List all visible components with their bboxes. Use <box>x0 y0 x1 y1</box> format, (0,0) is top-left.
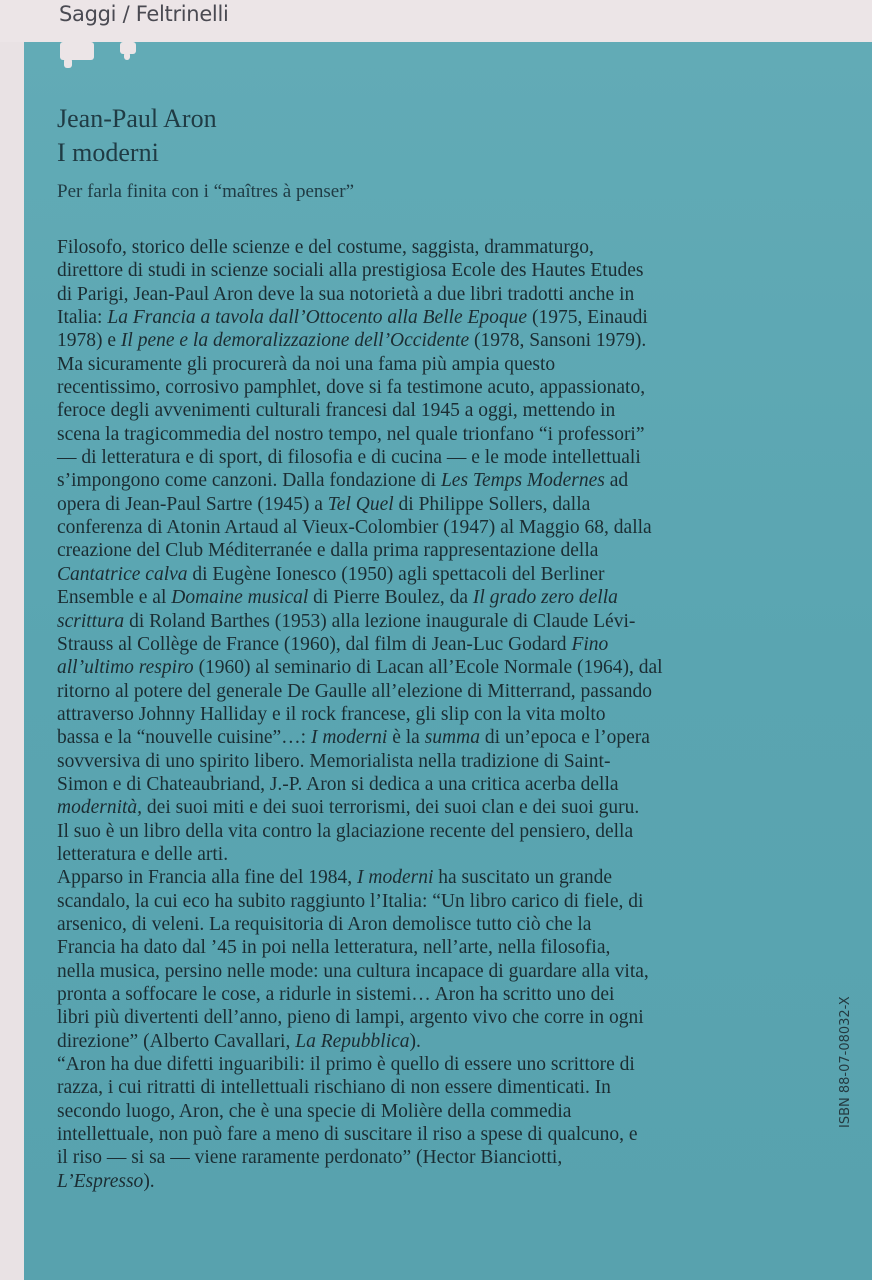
blurb-line <box>57 423 817 446</box>
blurb-text: pronta a soffocare le cose, a ridurle in sistemi… Aron ha scritto uno dei <box>57 984 615 1005</box>
blurb-line <box>57 866 817 889</box>
blurb-line <box>57 493 817 516</box>
blurb-text: (1960) al seminario di Lacan all’Ecole Normale (1964), dal <box>193 657 663 679</box>
blurb-line <box>57 1170 817 1193</box>
series-label: Saggi / Feltrinelli <box>59 2 229 26</box>
blurb-line <box>57 936 817 959</box>
italic-title: Fino <box>571 633 609 655</box>
blurb-text: Ma sicuramente gli procurerà da noi una fama più ampia questo <box>57 353 556 375</box>
blurb-line <box>57 890 817 913</box>
italic-title: Les Temps Modernes <box>440 470 605 492</box>
blurb-text: ad <box>604 470 629 492</box>
paper-chip <box>64 58 72 68</box>
blurb-text: bassa e la “nouvelle cuisine”…: <box>57 727 311 749</box>
italic-title: La Francia a tavola dall’Ottocento alla Belle Epoque <box>107 307 528 329</box>
blurb-text: — di letteratura e di sport, di filosofia e di cucina — e le mode intellettuali <box>57 447 641 469</box>
blurb-text: libri più divertenti dell’anno, pieno di lampi, argento vivo che corre in ogni <box>57 1007 644 1029</box>
blurb-line <box>57 633 817 656</box>
blurb-text: nella musica, persino nelle mode: una cultura incapace di guardare alla vita, <box>57 960 649 982</box>
blurb-text: letteratura e delle arti. <box>57 843 229 865</box>
author-name: Jean-Paul Aron <box>57 104 217 133</box>
blurb-line <box>57 820 817 843</box>
top-paper-strip <box>0 0 872 42</box>
blurb-line <box>57 259 817 282</box>
blurb-text: attraverso Johnny Halliday e il rock francese, gli slip con la vita molto <box>57 703 606 725</box>
italic-title: scrittura <box>57 610 125 632</box>
blurb-line <box>57 563 817 586</box>
blurb-line <box>57 516 817 539</box>
blurb-text: è la <box>387 727 425 749</box>
blurb-text: Apparso in Francia alla fine del 1984, <box>57 867 357 889</box>
blurb-line <box>57 610 817 633</box>
left-paper-strip <box>0 42 24 1280</box>
blurb-line <box>57 750 817 773</box>
blurb-line <box>57 1100 817 1123</box>
blurb-line <box>57 1076 817 1099</box>
italic-title: Il pene e la demoralizzazione dell’Occidente <box>120 330 470 352</box>
blurb-line <box>57 236 817 259</box>
blurb-line <box>57 703 817 726</box>
blurb-line <box>57 913 817 936</box>
italic-title: all’ultimo respiro <box>57 657 194 679</box>
book-subtitle: Per farla finita con i “maîtres à penser” <box>57 181 354 202</box>
blurb-line <box>57 656 817 679</box>
blurb-text: di un’epoca e l’opera <box>479 727 650 749</box>
blurb-text: scena la tragicommedia del nostro tempo, nel quale trionfano “i professori” <box>57 423 645 445</box>
blurb-text: s’impongono come canzoni. Dalla fondazione di <box>57 470 441 492</box>
blurb-line <box>57 586 817 609</box>
blurb-text: di Pierre Boulez, da <box>308 587 473 609</box>
blurb-text: creazione del Club Méditerranée e dalla prima rappresentazione della <box>57 540 599 562</box>
back-cover-blurb <box>57 236 817 1193</box>
blurb-line <box>57 843 817 866</box>
blurb-line <box>57 446 817 469</box>
blurb-line <box>57 726 817 749</box>
blurb-text: 1978) e <box>57 330 121 352</box>
blurb-text: Francia ha dato dal ’45 in poi nella letteratura, nell’arte, nella filosofia, <box>57 937 611 959</box>
blurb-text: il riso — si sa — viene raramente perdonato” (Hector Bianciotti, <box>57 1147 563 1169</box>
blurb-text: (1978, Sansoni 1979). <box>469 330 647 352</box>
blurb-line <box>57 796 817 819</box>
blurb-line <box>57 983 817 1006</box>
blurb-text: secondo luogo, Aron, che è una specie di Molière della commedia <box>57 1100 572 1122</box>
blurb-line <box>57 1146 817 1169</box>
blurb-text: conferenza di Atonin Artaud al Vieux-Colombier (1947) al Maggio 68, dalla <box>57 517 652 539</box>
blurb-line <box>57 283 817 306</box>
blurb-text: “Aron ha due difetti inguaribili: il primo è quello di essere uno scrittore di <box>57 1054 635 1076</box>
blurb-text: (1975, Einaudi <box>527 307 648 329</box>
blurb-text: sovversiva di uno spirito libero. Memorialista nella tradizione di Saint- <box>57 750 611 772</box>
blurb-text: arsenico, di veleni. La requisitoria di Aron demolisce tutto ciò che la <box>57 913 592 935</box>
italic-title: summa <box>424 727 480 749</box>
blurb-text: recentissimo, corrosivo pamphlet, dove si fa testimone acuto, appassionato, <box>57 377 646 399</box>
blurb-text: di Roland Barthes (1953) alla lezione inaugurale di Claude Lévi- <box>124 610 636 632</box>
blurb-line <box>57 376 817 399</box>
blurb-line <box>57 1030 817 1053</box>
italic-title: modernità, <box>57 797 143 819</box>
blurb-text: direttore di studi in scienze sociali alla prestigiosa Ecole des Hautes Etudes <box>57 260 644 282</box>
italic-title: I moderni <box>357 867 434 889</box>
blurb-text: intellettuale, non può fare a meno di suscitare il riso a spese di qualcuno, e <box>57 1124 638 1146</box>
blurb-text: feroce degli avvenimenti culturali francesi dal 1945 a oggi, mettendo in <box>57 400 616 422</box>
blurb-text: razza, i cui ritratti di intellettuali rischiano di non essere dimenticati. In <box>57 1077 611 1099</box>
blurb-text: di Philippe Sollers, dalla <box>393 493 591 515</box>
blurb-line <box>57 680 817 703</box>
book-title: I moderni <box>57 138 159 167</box>
italic-title: La Repubblica <box>295 1030 410 1052</box>
blurb-text: scandalo, la cui eco ha subito raggiunto l’Italia: “Un libro carico di fiele, di <box>57 890 644 912</box>
blurb-text: Simon e di Chateaubriand, J.-P. Aron si dedica a una critica acerba della <box>57 773 619 795</box>
italic-title: Il grado zero della <box>472 587 618 609</box>
blurb-text: Ensemble e al <box>57 587 172 609</box>
blurb-text: Strauss al Collège de France (1960), dal film di Jean-Luc Godard <box>57 633 572 655</box>
blurb-text: Il suo è un libro della vita contro la glaciazione recente del pensiero, della <box>57 820 634 842</box>
blurb-text: ). <box>143 1170 155 1192</box>
italic-title: I moderni <box>310 727 388 749</box>
blurb-text: di Eugène Ionesco (1950) agli spettacoli del Berliner <box>187 563 605 585</box>
blurb-text: ha suscitato un grande <box>433 867 613 889</box>
blurb-line <box>57 1123 817 1146</box>
blurb-line <box>57 306 817 329</box>
italic-title: L’Espresso <box>57 1170 144 1192</box>
blurb-line <box>57 469 817 492</box>
blurb-text: opera di Jean-Paul Sartre (1945) a <box>57 493 328 515</box>
blurb-line <box>57 1053 817 1076</box>
italic-title: Tel Quel <box>327 493 394 515</box>
blurb-text: di Parigi, Jean-Paul Aron deve la sua notorietà a due libri tradotti anche in <box>57 283 635 305</box>
blurb-text: direzione” (Alberto Cavallari, <box>57 1030 296 1052</box>
blurb-line <box>57 1006 817 1029</box>
blurb-line <box>57 329 817 352</box>
blurb-text: Italia: <box>57 307 108 329</box>
blurb-line <box>57 773 817 796</box>
italic-title: Domaine musical <box>171 587 309 609</box>
paper-chip <box>124 52 130 60</box>
blurb-line <box>57 353 817 376</box>
blurb-text: ). <box>409 1030 421 1052</box>
blurb-text: ritorno al potere del generale De Gaulle all’elezione di Mitterrand, passando <box>57 680 653 702</box>
blurb-line <box>57 539 817 562</box>
italic-title: Cantatrice calva <box>57 563 188 585</box>
blurb-text: dei suoi miti e dei suoi terrorismi, dei suoi clan e dei suoi guru. <box>142 797 640 819</box>
blurb-text: Filosofo, storico delle scienze e del costume, saggista, drammaturgo, <box>57 237 594 258</box>
isbn-code: ISBN 88-07-08032-X <box>838 996 853 1128</box>
blurb-line <box>57 960 817 983</box>
blurb-line <box>57 399 817 422</box>
